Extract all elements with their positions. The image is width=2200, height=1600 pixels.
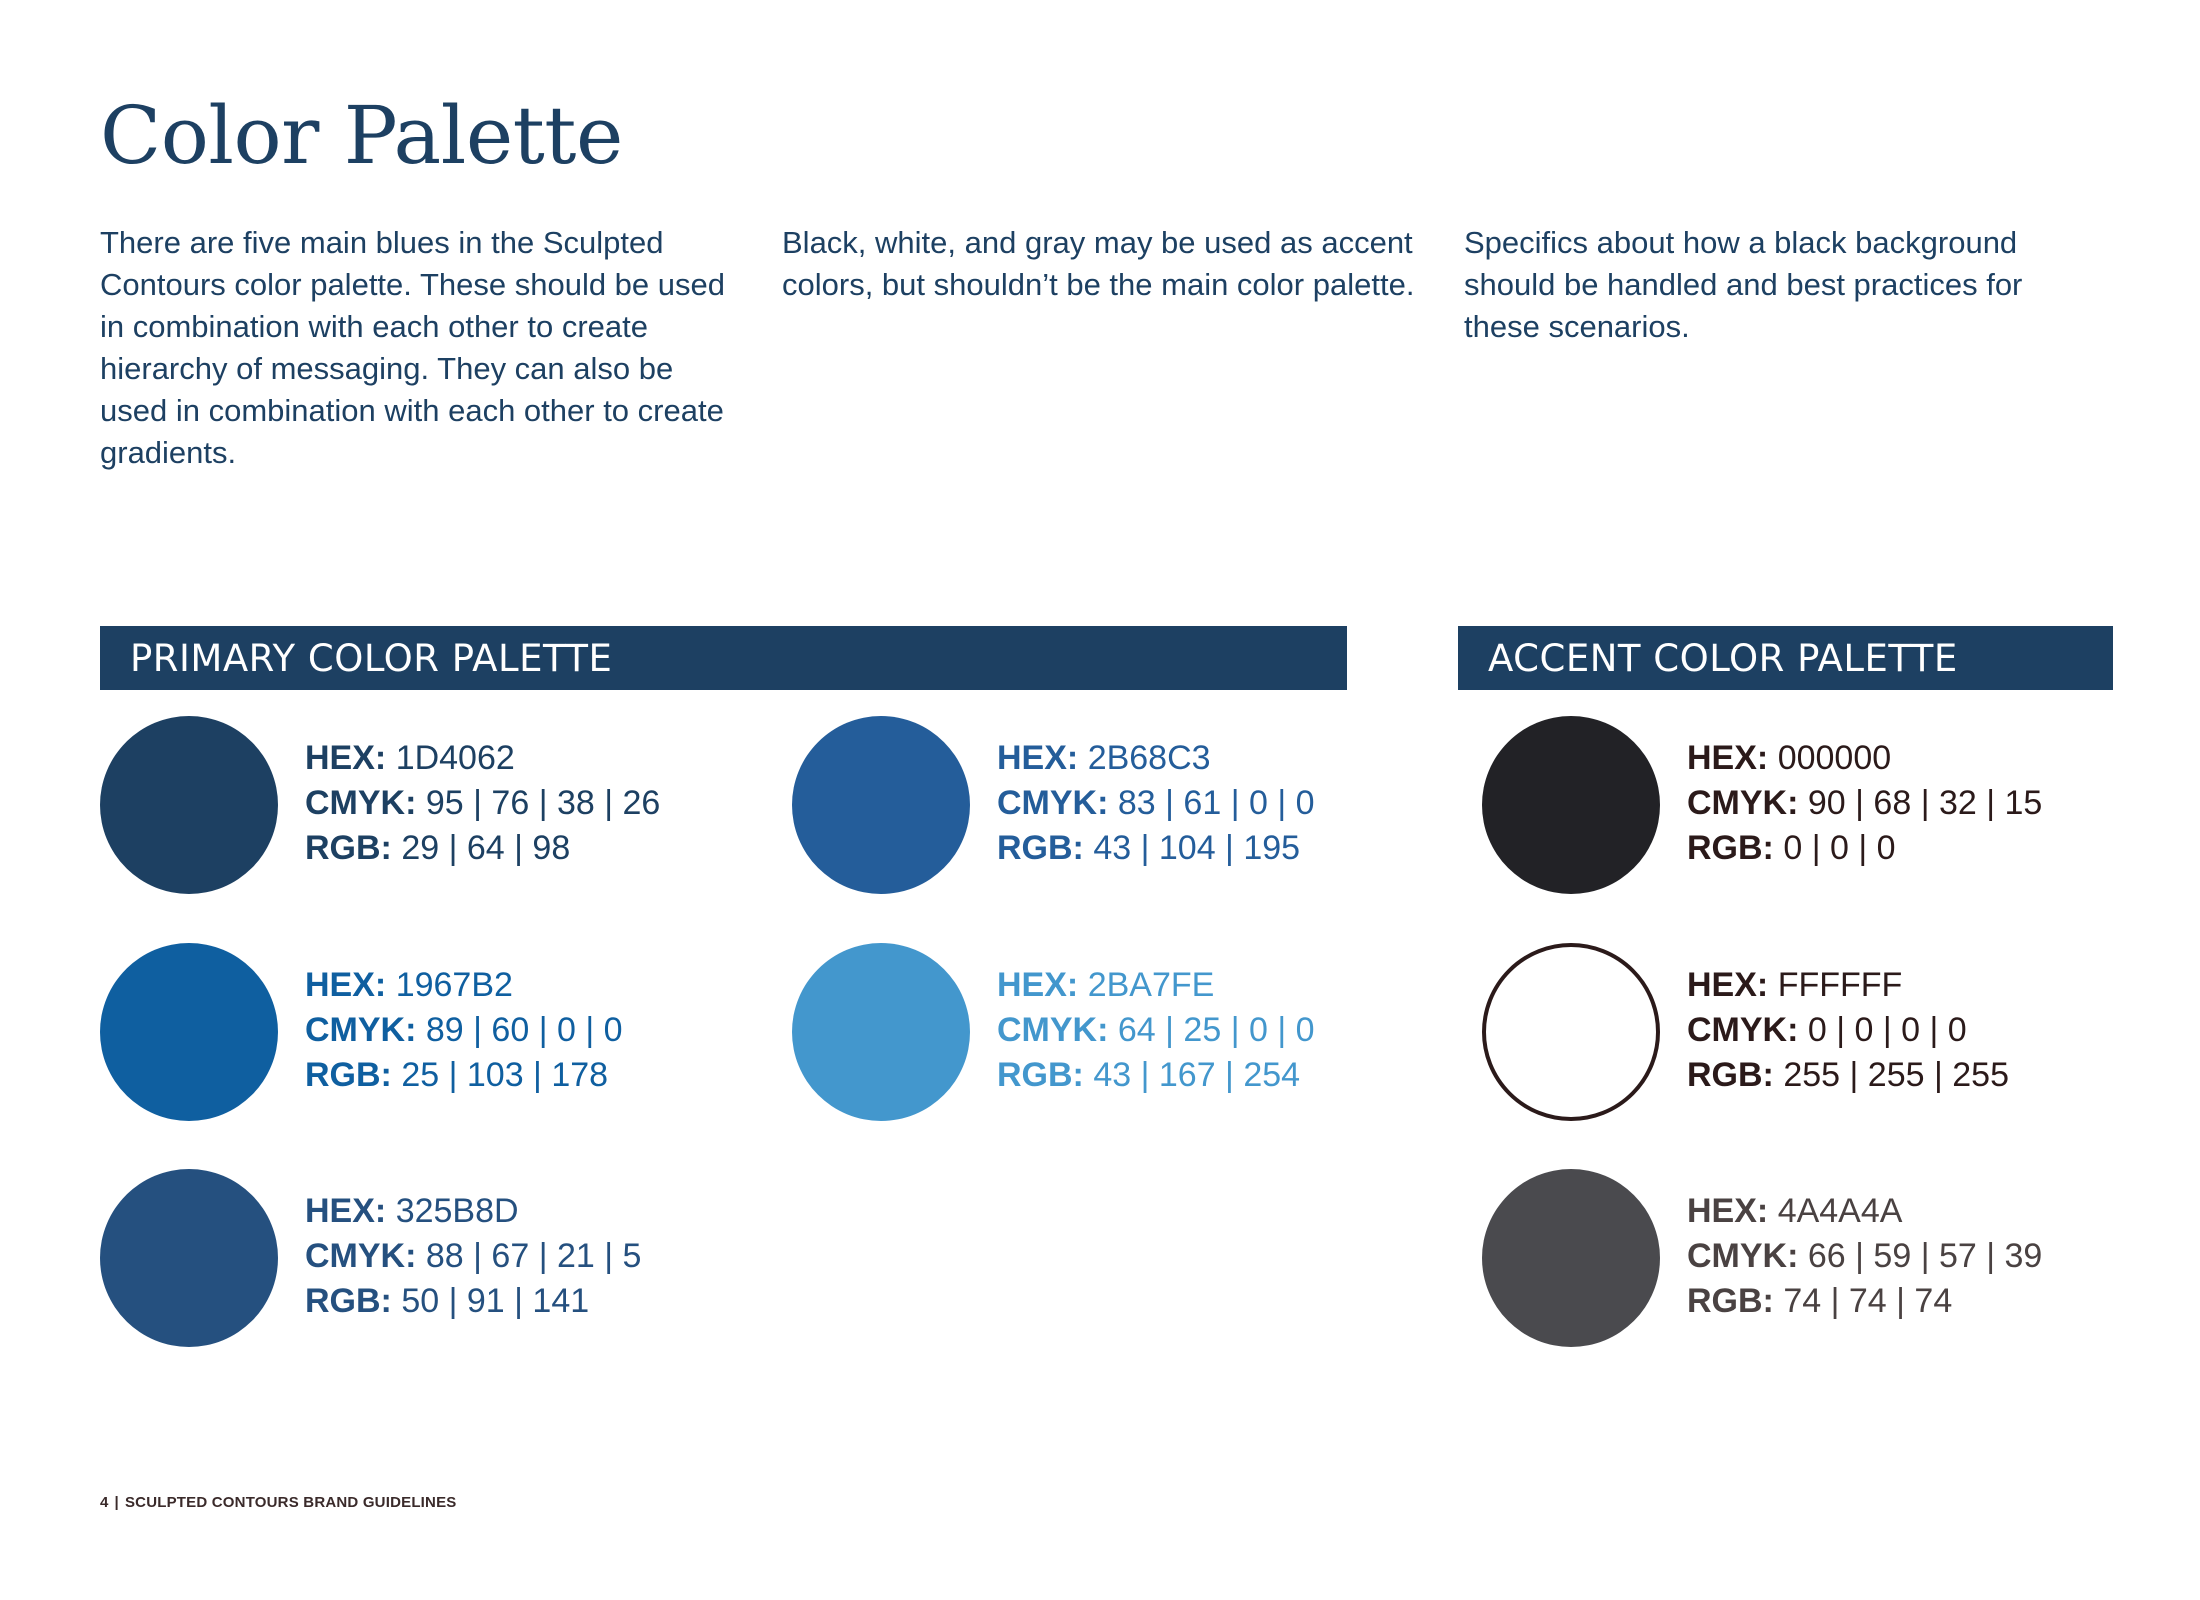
color-swatch (1482, 943, 2132, 1123)
color-circle (1482, 716, 1660, 894)
page-footer (100, 1494, 457, 1511)
color-swatch (100, 716, 750, 896)
page-number: 4 (100, 1494, 109, 1511)
color-codes (1687, 736, 2042, 871)
cmyk-value: CMYK: 64 | 25 | 0 | 0 (997, 1011, 1315, 1049)
rgb-value: RGB: 43 | 104 | 195 (997, 829, 1301, 867)
color-circle (1482, 943, 1660, 1121)
color-swatch (100, 1169, 750, 1349)
rgb-value: RGB: 29 | 64 | 98 (305, 829, 571, 867)
footer-text: SCULPTED CONTOURS BRAND GUIDELINES (124, 1494, 457, 1511)
color-swatch (1482, 716, 2132, 896)
rgb-value: RGB: 0 | 0 | 0 (1687, 829, 1896, 867)
color-swatch (100, 943, 750, 1123)
color-circle (100, 1169, 278, 1347)
color-swatch (1482, 1169, 2132, 1349)
rgb-value: RGB: 74 | 74 | 74 (1687, 1282, 1953, 1320)
color-codes (997, 736, 1315, 871)
rgb-value: RGB: 25 | 103 | 178 (305, 1056, 609, 1094)
cmyk-value: CMYK: 0 | 0 | 0 | 0 (1687, 1011, 1967, 1049)
hex-value: HEX: 1D4062 (305, 739, 515, 777)
accent-palette-heading: ACCENT COLOR PALETTE (1458, 626, 2113, 690)
color-swatch (792, 943, 1442, 1123)
hex-value: HEX: 2B68C3 (997, 739, 1211, 777)
cmyk-value: CMYK: 90 | 68 | 32 | 15 (1687, 784, 2043, 822)
color-circle (1482, 1169, 1660, 1347)
primary-palette-heading: PRIMARY COLOR PALETTE (100, 626, 1347, 690)
color-codes (1687, 963, 2009, 1098)
color-codes (305, 736, 660, 871)
hex-value: HEX: 1967B2 (305, 966, 513, 1004)
cmyk-value: CMYK: 89 | 60 | 0 | 0 (305, 1011, 623, 1049)
color-circle (792, 716, 970, 894)
cmyk-value: CMYK: 66 | 59 | 57 | 39 (1687, 1237, 2043, 1275)
hex-value: HEX: 4A4A4A (1687, 1192, 1903, 1230)
hex-value: HEX: 000000 (1687, 739, 1892, 777)
hex-value: HEX: FFFFFF (1687, 966, 1903, 1004)
color-codes (305, 1189, 641, 1324)
color-codes (997, 963, 1315, 1098)
intro-paragraph-accents: Black, white, and gray may be used as accent colors, but shouldn’t be the main color palette. (782, 225, 1415, 302)
color-circle (100, 716, 278, 894)
page-title: Color Palette (100, 89, 623, 182)
hex-value: HEX: 325B8D (305, 1192, 519, 1230)
color-swatch (792, 716, 1442, 896)
hex-value: HEX: 2BA7FE (997, 966, 1215, 1004)
intro-paragraph-black-background: Specifics about how a black background should be handled and best practices for these scenarios. (1464, 225, 2023, 344)
color-codes (1687, 1189, 2042, 1324)
cmyk-value: CMYK: 88 | 67 | 21 | 5 (305, 1237, 642, 1275)
rgb-value: RGB: 43 | 167 | 254 (997, 1056, 1301, 1094)
footer-separator: | (114, 1494, 119, 1511)
color-codes (305, 963, 623, 1098)
color-circle (100, 943, 278, 1121)
intro-paragraph-blues: There are five main blues in the Sculpted Contours color palette. These should be used in combination with each other to create hierarchy of messaging. They can also be used in combination with each other to create gradients. (100, 225, 725, 470)
color-circle (792, 943, 970, 1121)
rgb-value: RGB: 50 | 91 | 141 (305, 1282, 590, 1320)
rgb-value: RGB: 255 | 255 | 255 (1687, 1056, 2009, 1094)
cmyk-value: CMYK: 95 | 76 | 38 | 26 (305, 784, 661, 822)
cmyk-value: CMYK: 83 | 61 | 0 | 0 (997, 784, 1315, 822)
